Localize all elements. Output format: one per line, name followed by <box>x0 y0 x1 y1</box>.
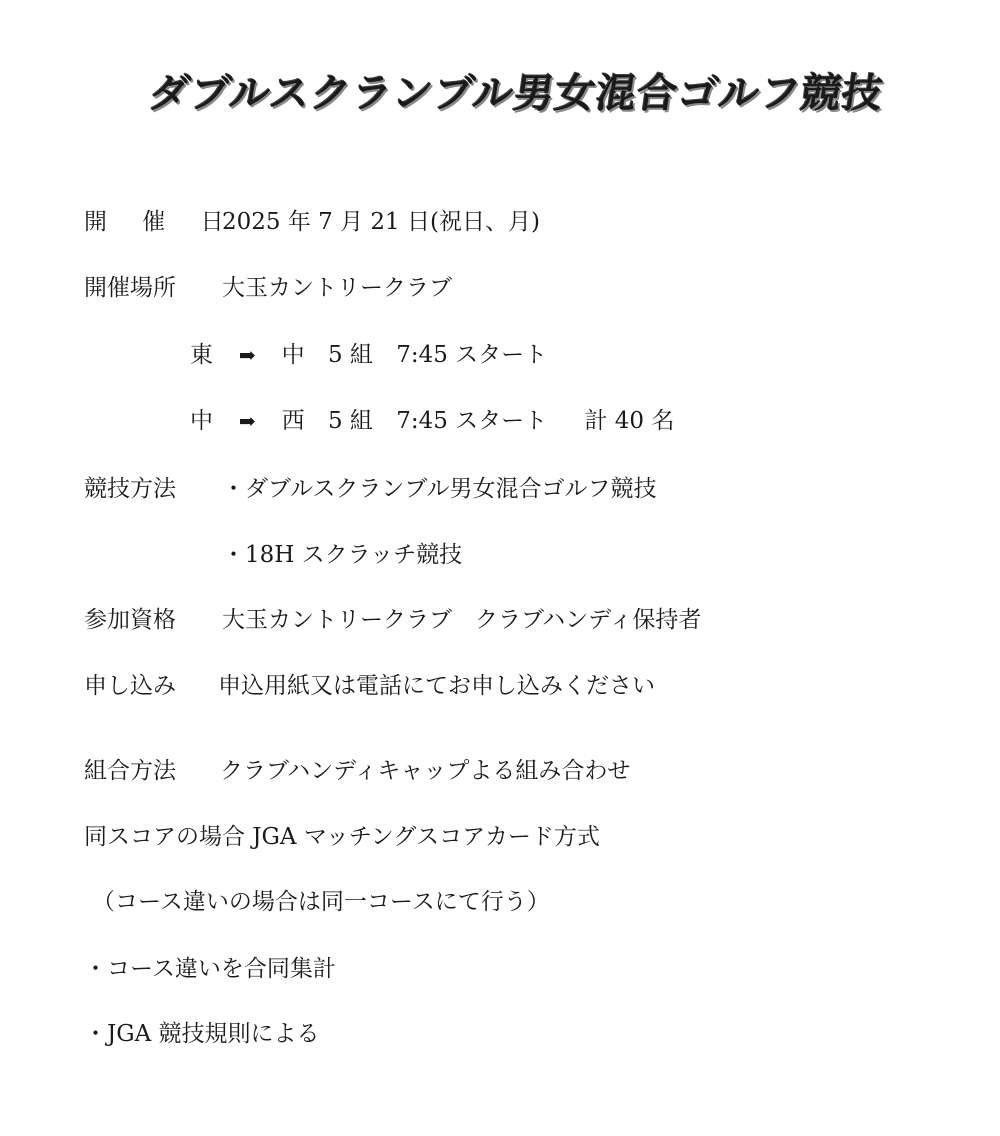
application-value: 申込用紙又は電話にてお申し込みください <box>218 673 655 699</box>
arrow-right-icon: ➡ <box>238 409 256 433</box>
venue-label: 開催場所 <box>84 275 176 301</box>
application-label: 申し込み <box>84 673 176 699</box>
tie-rule: 同スコアの場合 JGA マッチングスコアカード方式 <box>84 824 600 850</box>
route-to: 西 <box>281 408 305 434</box>
method-item: ・ダブルスクランブル男女混合ゴルフ競技 <box>222 476 657 502</box>
route-from: 中 <box>190 408 213 434</box>
tie-rule-note: （コース違いの場合は同一コースにて行う） <box>92 889 550 915</box>
route-row <box>190 340 547 370</box>
document-title: ダブルスクランブル男女混合ゴルフ競技 <box>146 71 887 117</box>
method-item: ・18H スクラッチ競技 <box>222 542 463 568</box>
route-time: 7:45 スタート <box>396 408 548 434</box>
pairing-label: 組合方法 <box>84 758 176 784</box>
arrow-right-icon: ➡ <box>238 343 256 367</box>
date-label: 開 催 日 <box>84 209 238 235</box>
route-row <box>190 406 674 436</box>
method-label: 競技方法 <box>84 476 176 502</box>
route-groups: 5 組 <box>327 408 373 434</box>
route-groups: 5 組 <box>327 342 373 368</box>
eligibility-value: 大玉カントリークラブ クラブハンディ保持者 <box>222 607 702 633</box>
venue-value: 大玉カントリークラブ <box>222 275 452 301</box>
route-to: 中 <box>281 342 305 368</box>
route-total: 計 40 名 <box>584 408 675 434</box>
note-item: ・JGA 競技規則による <box>84 1021 320 1047</box>
eligibility-label: 参加資格 <box>84 607 176 633</box>
route-from: 東 <box>190 342 213 368</box>
pairing-value: クラブハンディキャップよる組み合わせ <box>220 758 631 784</box>
note-item: ・コース違いを合同集計 <box>84 956 336 982</box>
date-value: 2025 年 7 月 21 日(祝日、月) <box>222 209 540 235</box>
route-time: 7:45 スタート <box>396 342 548 368</box>
